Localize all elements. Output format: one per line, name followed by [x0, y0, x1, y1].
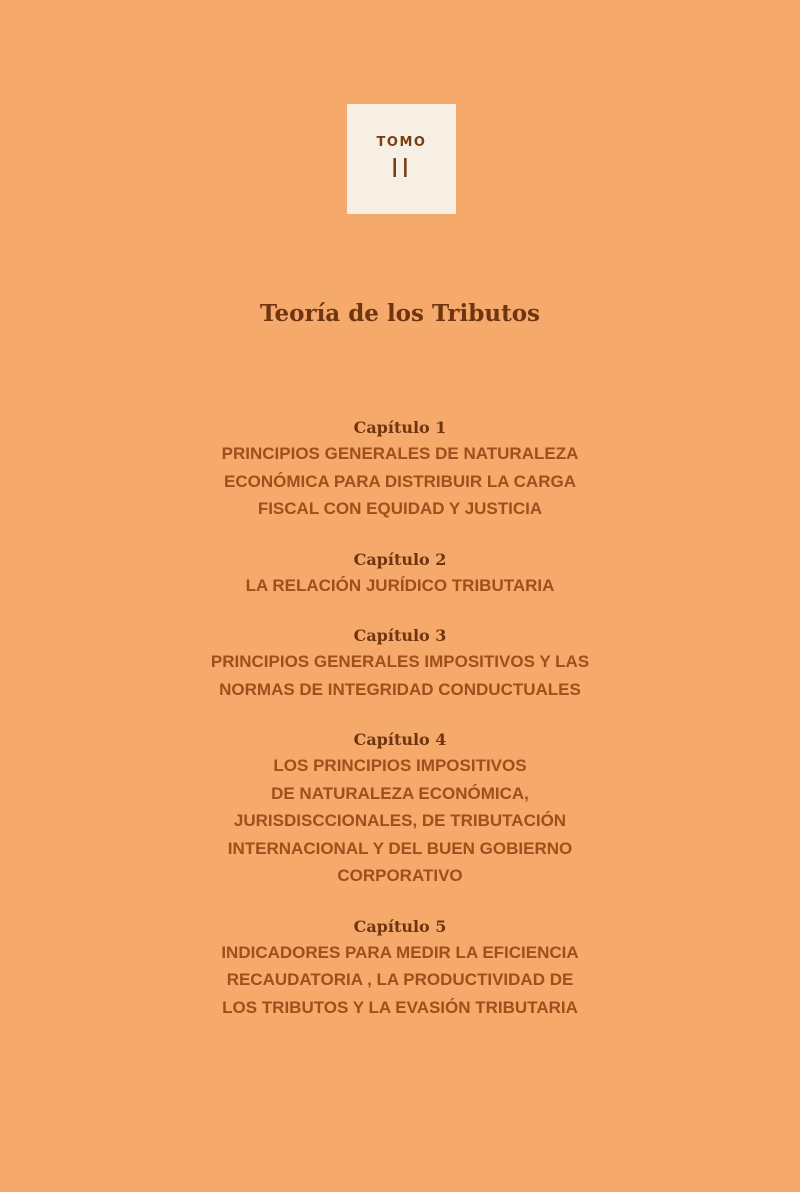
chapter-4 [0, 728, 800, 890]
chapter-2 [0, 548, 800, 600]
page-title: Teoría de los Tributos [260, 300, 540, 327]
chapter-3 [0, 624, 800, 703]
chapter-label: Capítulo 5 [353, 916, 447, 936]
chapter-title: LOS PRINCIPIOS IMPOSITIVOS DE NATURALEZA ECONÓMICA, JURISDISCCIONALES, DE TRIBUTACIÓN INTERNACIONAL Y DEL BUEN GOBIERNO CORPORATIVO [227, 756, 573, 885]
chapter-label: Capítulo 3 [353, 626, 447, 645]
tomo-number: II [390, 154, 413, 184]
chapter-title: LA RELACIÓN JURÍDICO TRIBUTARIA [245, 575, 555, 595]
tomo-label: TOMO [376, 135, 427, 150]
chapter-title: PRINCIPIOS GENERALES DE NATURALEZA ECONÓMICA PARA DISTRIBUIR LA CARGA FISCAL CON EQUIDAD Y JUSTICIA [221, 444, 579, 518]
chapter-1 [0, 416, 800, 523]
chapter-list [0, 416, 800, 1046]
chapter-label: Capítulo 4 [353, 730, 447, 749]
chapter-5 [0, 915, 800, 1022]
tomo-badge [347, 104, 456, 214]
chapter-title: PRINCIPIOS GENERALES IMPOSITIVOS Y LAS NORMAS DE INTEGRIDAD CONDUCTUALES [210, 652, 590, 699]
chapter-label: Capítulo 2 [353, 549, 447, 569]
chapter-label: Capítulo 1 [353, 418, 447, 437]
chapter-title: INDICADORES PARA MEDIR LA EFICIENCIA RECAUDATORIA , LA PRODUCTIVIDAD DE LOS TRIBUTOS Y LA EVASIÓN TRIBUTARIA [221, 942, 579, 1017]
